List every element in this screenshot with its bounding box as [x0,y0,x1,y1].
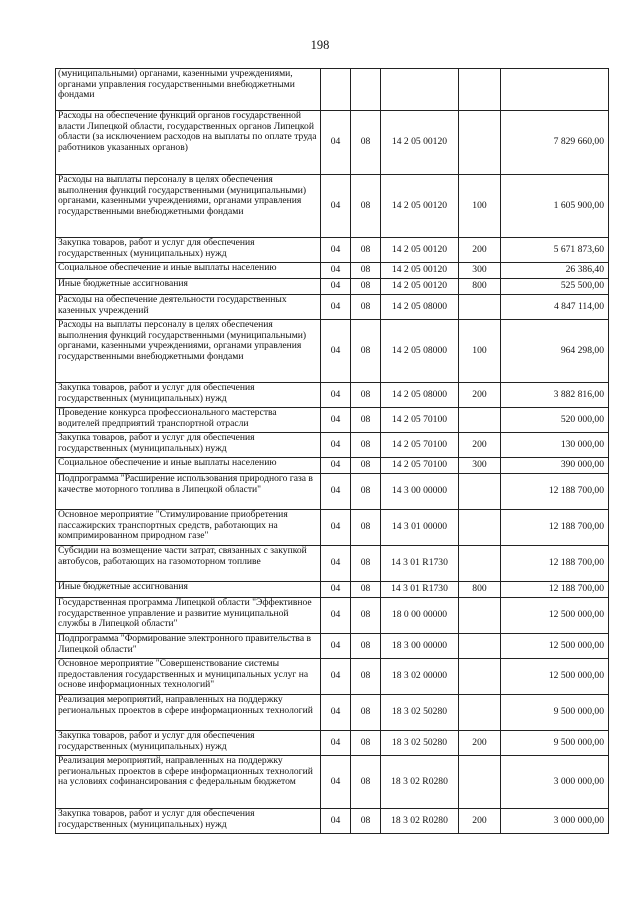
table-row [56,659,609,695]
expense-name-cell: Расходы на обеспечение функций органов государственной власти Липецкой области, государственных органов Липецкой области (за исключением расходов на выплаты по оплате труда работников указанных органов) [56,111,321,175]
ministry-code-cell: 04 [321,263,351,279]
table-row [56,279,609,295]
ministry-code-cell: 04 [321,408,351,433]
target-article-cell: 18 0 00 00000 [381,598,459,634]
expense-type-cell: 100 [459,320,501,383]
expense-name-cell: Иные бюджетные ассигнования [56,279,321,295]
ministry-code-cell: 04 [321,809,351,834]
expense-name-cell: Подпрограмма "Расширение использования природного газа в качестве моторного топлива в Липецкой области" [56,474,321,510]
expense-type-cell [459,546,501,582]
amount-cell [501,69,609,111]
amount-cell: 3 882 816,00 [501,383,609,408]
table-row [56,474,609,510]
expense-type-cell: 100 [459,175,501,238]
table-row [56,634,609,659]
amount-cell: 9 500 000,00 [501,695,609,731]
table-row [56,433,609,458]
expense-type-cell: 200 [459,809,501,834]
section-code-cell: 08 [351,408,381,433]
expense-name-cell: (муниципальными) органами, казенными учреждениями, органами управления государственными внебюджетными фондами [56,69,321,111]
expense-name-cell: Социальное обеспечение и иные выплаты населению [56,458,321,474]
section-code-cell: 08 [351,175,381,238]
section-code-cell: 08 [351,598,381,634]
ministry-code-cell: 04 [321,731,351,756]
table-row [56,756,609,809]
ministry-code-cell: 04 [321,238,351,263]
target-article-cell: 14 2 05 08000 [381,383,459,408]
expense-type-cell: 800 [459,582,501,598]
section-code-cell: 08 [351,279,381,295]
table-row [56,69,609,111]
ministry-code-cell: 04 [321,695,351,731]
section-code-cell: 08 [351,238,381,263]
target-article-cell: 14 3 01 R1730 [381,582,459,598]
expense-name-cell: Основное мероприятие "Совершенствование системы предоставления государственных и муниципальных услуг на основе информационных технологий" [56,659,321,695]
table-row [56,695,609,731]
expense-type-cell [459,408,501,433]
target-article-cell: 14 2 05 00120 [381,238,459,263]
target-article-cell: 18 3 02 00000 [381,659,459,695]
ministry-code-cell: 04 [321,175,351,238]
ministry-code-cell: 04 [321,598,351,634]
table-row [56,111,609,175]
target-article-cell: 18 3 02 50280 [381,731,459,756]
table-row [56,582,609,598]
expense-name-cell: Закупка товаров, работ и услуг для обеспечения государственных (муниципальных) нужд [56,238,321,263]
section-code-cell: 08 [351,809,381,834]
target-article-cell: 18 3 02 R0280 [381,756,459,809]
expense-type-cell [459,111,501,175]
expense-name-cell: Реализация мероприятий, направленных на поддержку региональных проектов в сфере информационных технологий [56,695,321,731]
budget-table [55,68,609,834]
target-article-cell: 14 2 05 08000 [381,320,459,383]
amount-cell: 12 188 700,00 [501,546,609,582]
expense-type-cell [459,510,501,546]
amount-cell: 3 000 000,00 [501,809,609,834]
target-article-cell: 14 2 05 70100 [381,408,459,433]
target-article-cell: 14 2 05 00120 [381,279,459,295]
ministry-code-cell: 04 [321,279,351,295]
section-code-cell: 08 [351,634,381,659]
expense-name-cell: Реализация мероприятий, направленных на поддержку региональных проектов в сфере информационных технологий на условиях софинансирования с федеральным бюджетом [56,756,321,809]
section-code-cell: 08 [351,695,381,731]
ministry-code-cell: 04 [321,111,351,175]
expense-name-cell: Подпрограмма "Формирование электронного правительства в Липецкой области" [56,634,321,659]
table-row [56,809,609,834]
expense-type-cell: 300 [459,263,501,279]
target-article-cell: 14 2 05 08000 [381,295,459,320]
section-code-cell: 08 [351,111,381,175]
section-code-cell: 08 [351,582,381,598]
ministry-code-cell [321,69,351,111]
amount-cell: 12 500 000,00 [501,659,609,695]
expense-type-cell: 800 [459,279,501,295]
table-row [56,598,609,634]
table-row [56,238,609,263]
amount-cell: 390 000,00 [501,458,609,474]
ministry-code-cell: 04 [321,546,351,582]
amount-cell: 1 605 900,00 [501,175,609,238]
table-row [56,458,609,474]
amount-cell: 525 500,00 [501,279,609,295]
ministry-code-cell: 04 [321,659,351,695]
expense-type-cell [459,295,501,320]
section-code-cell: 08 [351,731,381,756]
expense-type-cell: 200 [459,731,501,756]
ministry-code-cell: 04 [321,582,351,598]
amount-cell: 12 500 000,00 [501,598,609,634]
expense-type-cell [459,659,501,695]
expense-type-cell: 200 [459,433,501,458]
amount-cell: 7 829 660,00 [501,111,609,175]
ministry-code-cell: 04 [321,383,351,408]
section-code-cell: 08 [351,474,381,510]
section-code-cell: 08 [351,659,381,695]
target-article-cell: 18 3 02 R0280 [381,809,459,834]
table-row [56,546,609,582]
expense-type-cell: 200 [459,238,501,263]
expense-name-cell: Социальное обеспечение и иные выплаты населению [56,263,321,279]
section-code-cell: 08 [351,546,381,582]
section-code-cell: 08 [351,756,381,809]
target-article-cell: 14 2 05 70100 [381,458,459,474]
expense-name-cell: Субсидии на возмещение части затрат, связанных с закупкой автобусов, работающих на газомоторном топливе [56,546,321,582]
ministry-code-cell: 04 [321,510,351,546]
amount-cell: 964 298,00 [501,320,609,383]
expense-name-cell: Иные бюджетные ассигнования [56,582,321,598]
table-row [56,175,609,238]
expense-name-cell: Расходы на обеспечение деятельности государственных казенных учреждений [56,295,321,320]
expense-name-cell: Проведение конкурса профессионального мастерства водителей предприятий транспортной отрасли [56,408,321,433]
section-code-cell: 08 [351,383,381,408]
section-code-cell [351,69,381,111]
ministry-code-cell: 04 [321,756,351,809]
amount-cell: 12 188 700,00 [501,510,609,546]
expense-name-cell: Закупка товаров, работ и услуг для обеспечения государственных (муниципальных) нужд [56,731,321,756]
expense-name-cell: Расходы на выплаты персоналу в целях обеспечения выполнения функций государственными (муниципальными) органами, казенными учреждениями, органами управления государственными внебюджетными фондами [56,320,321,383]
table-row [56,263,609,279]
table-row [56,295,609,320]
section-code-cell: 08 [351,263,381,279]
expense-type-cell [459,69,501,111]
ministry-code-cell: 04 [321,295,351,320]
ministry-code-cell: 04 [321,634,351,659]
amount-cell: 4 847 114,00 [501,295,609,320]
section-code-cell: 08 [351,458,381,474]
target-article-cell: 14 3 00 00000 [381,474,459,510]
amount-cell: 9 500 000,00 [501,731,609,756]
expense-type-cell [459,695,501,731]
table-row [56,408,609,433]
amount-cell: 12 188 700,00 [501,474,609,510]
amount-cell: 3 000 000,00 [501,756,609,809]
expense-name-cell: Основное мероприятие "Стимулирование приобретения пассажирских транспортных средств, работающих на компримированном природном газе" [56,510,321,546]
table-row [56,731,609,756]
amount-cell: 5 671 873,60 [501,238,609,263]
amount-cell: 12 188 700,00 [501,582,609,598]
expense-name-cell: Закупка товаров, работ и услуг для обеспечения государственных (муниципальных) нужд [56,383,321,408]
amount-cell: 130 000,00 [501,433,609,458]
expense-type-cell: 200 [459,383,501,408]
expense-type-cell [459,634,501,659]
section-code-cell: 08 [351,295,381,320]
expense-name-cell: Расходы на выплаты персоналу в целях обеспечения выполнения функций государственными (муниципальными) органами, казенными учреждениями, органами управления государственными внебюджетными фондами [56,175,321,238]
table-row [56,320,609,383]
section-code-cell: 08 [351,510,381,546]
expense-name-cell: Закупка товаров, работ и услуг для обеспечения государственных (муниципальных) нужд [56,809,321,834]
target-article-cell: 14 2 05 00120 [381,111,459,175]
target-article-cell: 18 3 00 00000 [381,634,459,659]
expense-name-cell: Государственная программа Липецкой области "Эффективное государственное управление и развитие муниципальной службы в Липецкой области" [56,598,321,634]
expense-type-cell: 300 [459,458,501,474]
target-article-cell: 14 3 01 00000 [381,510,459,546]
table-row [56,383,609,408]
section-code-cell: 08 [351,320,381,383]
table-row [56,510,609,546]
section-code-cell: 08 [351,433,381,458]
expense-type-cell [459,598,501,634]
ministry-code-cell: 04 [321,320,351,383]
expense-name-cell: Закупка товаров, работ и услуг для обеспечения государственных (муниципальных) нужд [56,433,321,458]
amount-cell: 12 500 000,00 [501,634,609,659]
expense-type-cell [459,474,501,510]
ministry-code-cell: 04 [321,433,351,458]
target-article-cell: 14 2 05 00120 [381,175,459,238]
amount-cell: 520 000,00 [501,408,609,433]
target-article-cell [381,69,459,111]
target-article-cell: 14 2 05 00120 [381,263,459,279]
page-number: 198 [310,38,330,52]
ministry-code-cell: 04 [321,474,351,510]
target-article-cell: 18 3 02 50280 [381,695,459,731]
target-article-cell: 14 2 05 70100 [381,433,459,458]
target-article-cell: 14 3 01 R1730 [381,546,459,582]
ministry-code-cell: 04 [321,458,351,474]
amount-cell: 26 386,40 [501,263,609,279]
expense-type-cell [459,756,501,809]
